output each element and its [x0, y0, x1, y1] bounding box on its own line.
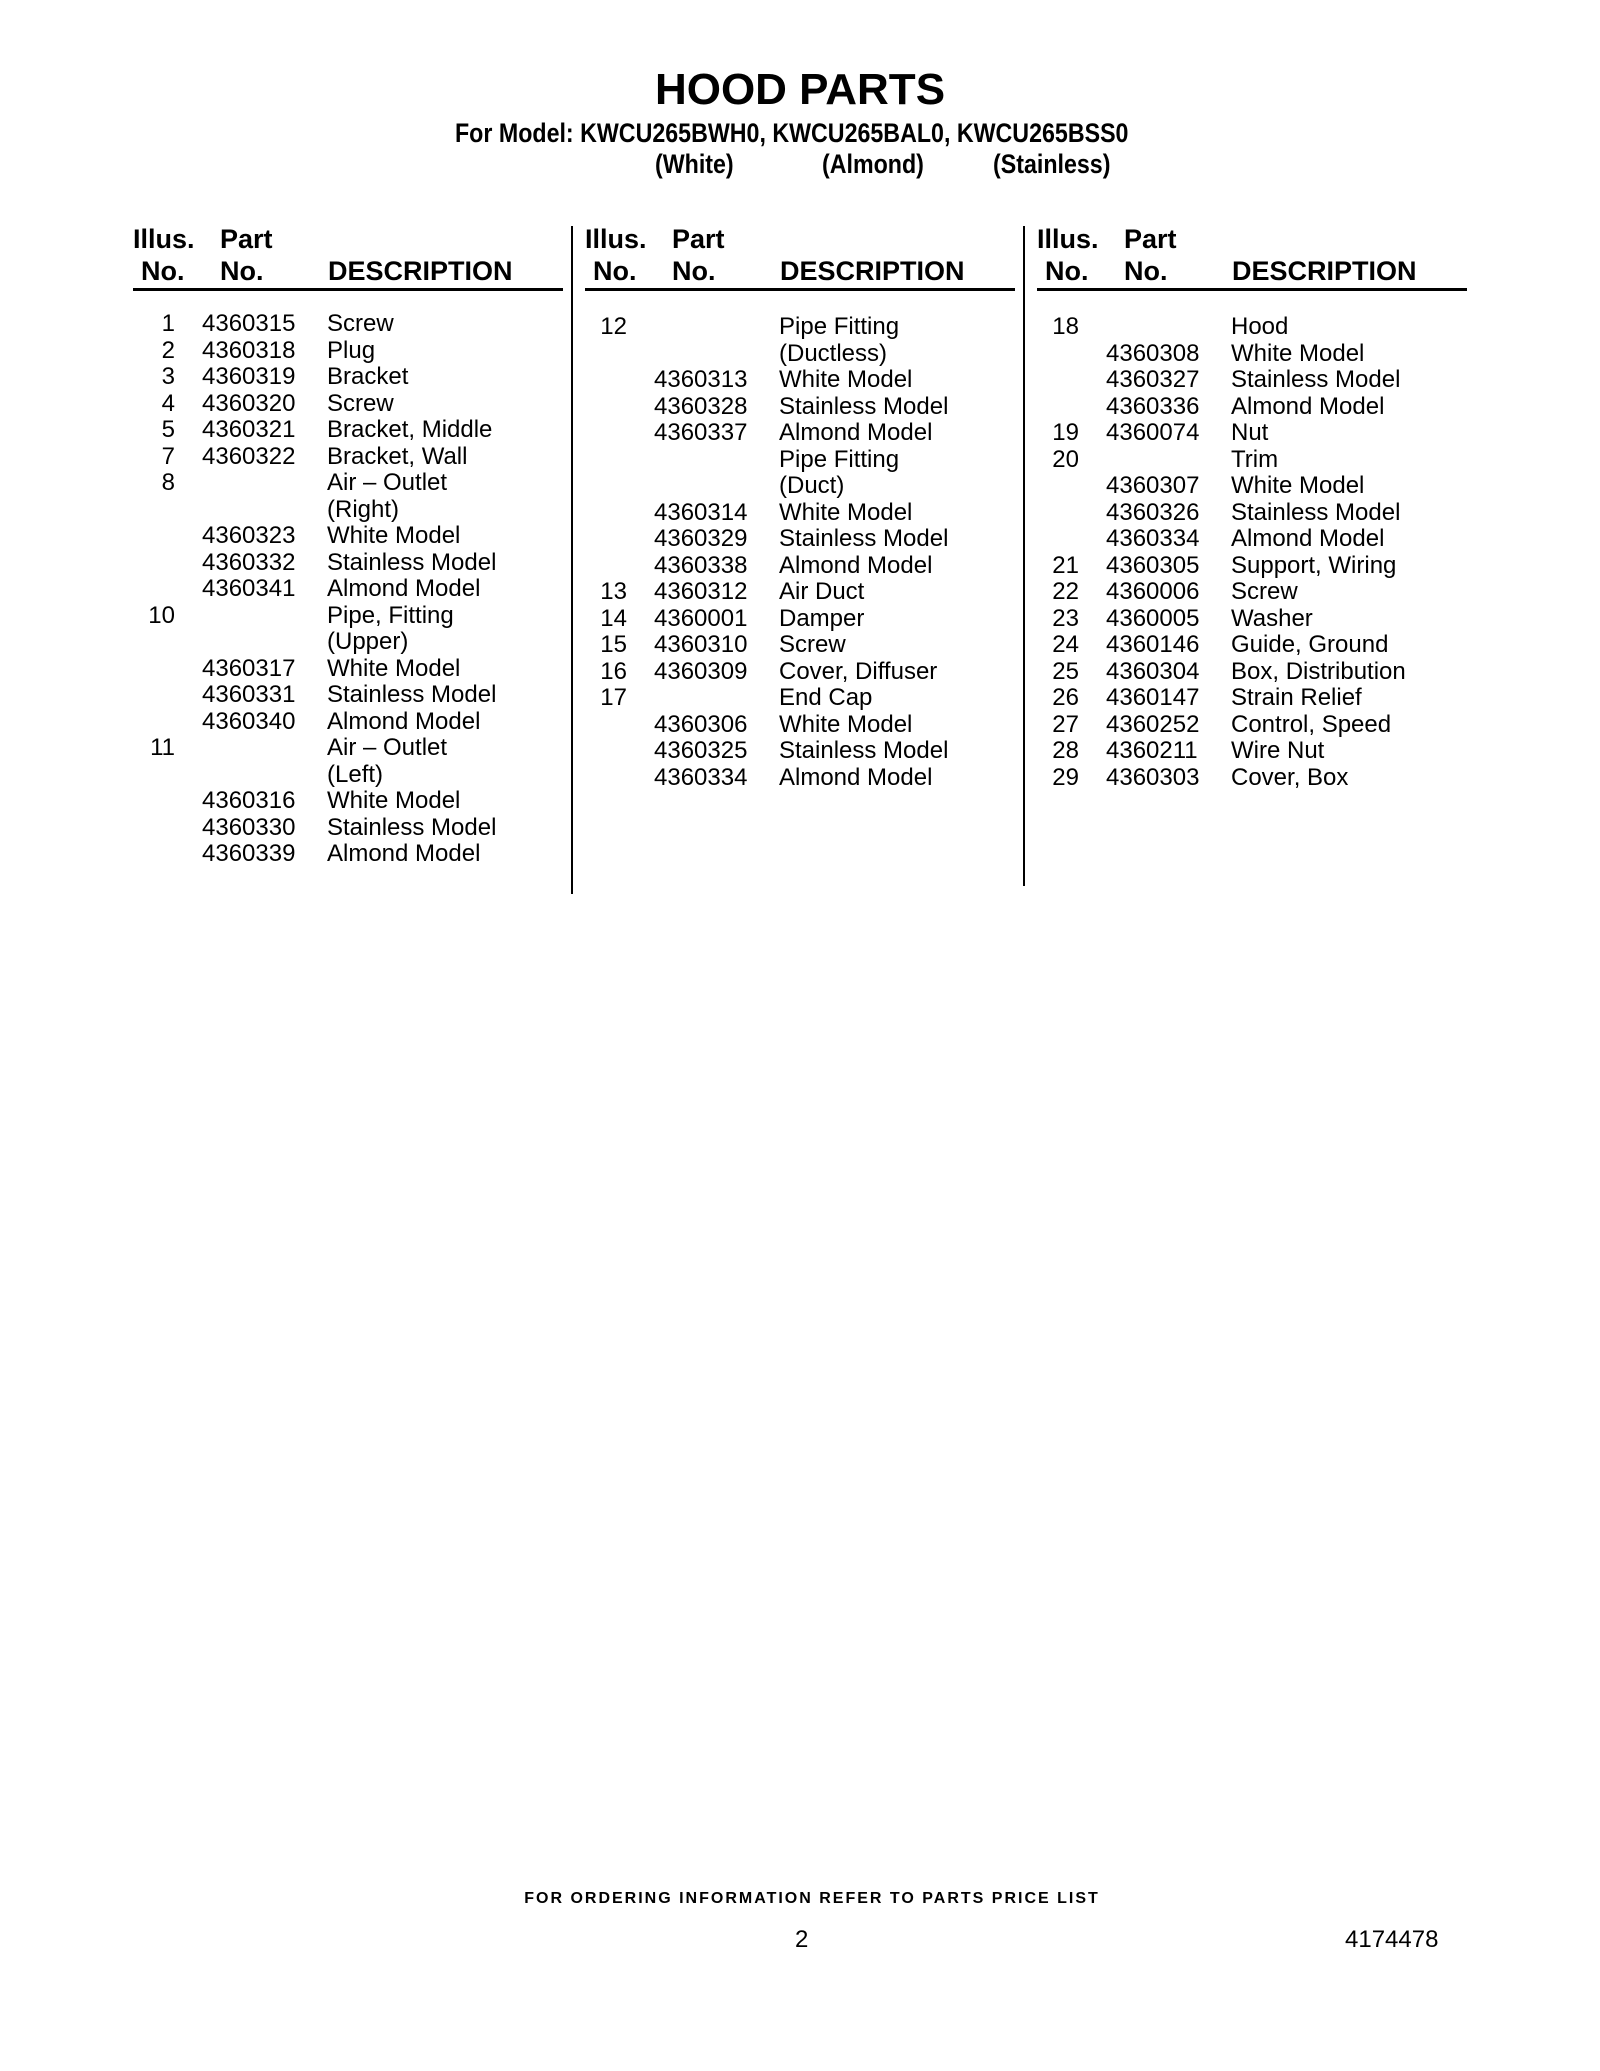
- part-number: 4360327: [1106, 366, 1200, 393]
- part-description: (Upper): [327, 628, 409, 655]
- description-header: DESCRIPTION: [780, 256, 965, 286]
- part-description: Plug: [327, 336, 376, 364]
- part-row: [585, 447, 1015, 474]
- part-row: [133, 444, 563, 471]
- illus-header: Illus.: [585, 224, 647, 254]
- part-number: 4360312: [654, 578, 748, 605]
- part-description: Almond Model: [1231, 392, 1385, 420]
- header-rule: [585, 288, 1015, 291]
- part-row: [585, 765, 1015, 792]
- column-header: [585, 224, 1015, 289]
- part-number: 4360306: [654, 710, 748, 738]
- part-description: Air – Outlet: [327, 469, 448, 496]
- part-header: Part: [672, 224, 725, 254]
- part-description: Pipe, Fitting: [327, 601, 454, 629]
- part-description: Hood: [1231, 313, 1289, 340]
- part-row: [1037, 500, 1467, 527]
- part-number: 4360146: [1106, 631, 1200, 658]
- part-description: Stainless Model: [779, 392, 949, 420]
- part-number: 4360320: [202, 389, 296, 417]
- part-number: 4360005: [1106, 604, 1200, 632]
- part-number: 4360340: [202, 707, 296, 735]
- illus-number: 29: [1052, 763, 1079, 791]
- part-description: Stainless Model: [1231, 366, 1401, 393]
- part-number: 4360316: [202, 787, 296, 814]
- illus-number: 17: [600, 684, 627, 711]
- part-number: 4360337: [654, 419, 748, 446]
- part-number: 4360147: [1106, 684, 1200, 711]
- part-row: [133, 629, 563, 656]
- part-row: [133, 338, 563, 365]
- part-description: (Right): [327, 495, 400, 523]
- part-number: 4360325: [654, 737, 748, 764]
- part-number: 4360332: [202, 548, 296, 576]
- part-description: Cover, Diffuser: [779, 657, 938, 685]
- illus-number: 19: [1052, 419, 1079, 446]
- part-description: Washer: [1231, 604, 1313, 632]
- part-row: [585, 553, 1015, 580]
- part-number: 4360211: [1106, 737, 1198, 764]
- part-description: Almond Model: [327, 707, 481, 735]
- part-number: 4360317: [202, 654, 296, 682]
- part-header: Part: [1124, 224, 1177, 254]
- illus-number: 13: [600, 578, 627, 605]
- part-description: Stainless Model: [327, 681, 497, 708]
- part-row: [1037, 712, 1467, 739]
- part-description: White Model: [779, 366, 913, 393]
- part-row: [1037, 447, 1467, 474]
- part-row: [1037, 553, 1467, 580]
- part-number: 4360310: [654, 631, 748, 658]
- part-row: [1037, 341, 1467, 368]
- part-row: [1037, 738, 1467, 765]
- illus-number: 23: [1052, 604, 1079, 632]
- part-description: Screw: [1231, 578, 1298, 605]
- part-description: Guide, Ground: [1231, 631, 1389, 658]
- part-description: Bracket, Wall: [327, 442, 468, 470]
- part-description: Air Duct: [779, 578, 865, 605]
- part-number: 4360318: [202, 336, 296, 364]
- part-row: [1037, 765, 1467, 792]
- part-row: [1037, 685, 1467, 712]
- part-row: [585, 606, 1015, 633]
- part-number: 4360305: [1106, 551, 1200, 579]
- part-row: [585, 659, 1015, 686]
- page-number: 2: [795, 1926, 809, 1953]
- illus-number: 20: [1052, 445, 1079, 473]
- header-rule: [133, 288, 563, 291]
- part-row: [1037, 606, 1467, 633]
- illus-no-header: No.: [593, 256, 637, 286]
- part-description: Wire Nut: [1231, 737, 1325, 764]
- part-row: [133, 523, 563, 550]
- part-row: [133, 709, 563, 736]
- part-number: 4360330: [202, 813, 296, 841]
- part-no-header: No.: [220, 256, 264, 286]
- parts-rows: [585, 314, 1015, 791]
- column-header: [1037, 224, 1467, 289]
- illus-number: 16: [600, 657, 627, 685]
- part-number: 4360308: [1106, 339, 1200, 367]
- color-stainless-label: (Stainless): [993, 149, 1111, 179]
- part-row: [585, 579, 1015, 606]
- part-description: White Model: [1231, 472, 1365, 499]
- description-header: DESCRIPTION: [1232, 256, 1417, 286]
- part-number: 4360334: [1106, 525, 1200, 552]
- part-description: (Duct): [779, 472, 845, 499]
- part-description: White Model: [779, 710, 913, 738]
- part-description: Screw: [327, 389, 394, 417]
- part-row: [133, 815, 563, 842]
- illus-header: Illus.: [1037, 224, 1099, 254]
- column-divider: [571, 226, 573, 894]
- part-description: (Left): [327, 760, 384, 788]
- model-numbers: For Model: KWCU265BWH0, KWCU265BAL0, KWCU265BSS0: [455, 118, 1129, 148]
- parts-column-3: [1037, 224, 1467, 894]
- part-row: [1037, 473, 1467, 500]
- illus-number: 4: [161, 389, 175, 417]
- description-header: DESCRIPTION: [328, 256, 513, 286]
- part-row: [133, 841, 563, 868]
- part-description: White Model: [327, 522, 461, 549]
- illus-number: 1: [161, 310, 175, 337]
- part-row: [133, 417, 563, 444]
- part-row: [1037, 367, 1467, 394]
- part-row: [1037, 579, 1467, 606]
- part-row: [133, 788, 563, 815]
- part-number: 4360338: [654, 551, 748, 579]
- color-white-label: (White): [655, 149, 734, 179]
- part-number: 4360341: [202, 575, 296, 602]
- part-number: 4360006: [1106, 578, 1200, 605]
- part-number: 4360304: [1106, 657, 1200, 685]
- part-description: Stainless Model: [327, 813, 497, 841]
- illus-number: 28: [1052, 737, 1079, 764]
- parts-column-1: [133, 224, 563, 894]
- illus-number: 15: [600, 631, 627, 658]
- part-row: [1037, 394, 1467, 421]
- part-number: 4360329: [654, 525, 748, 552]
- part-row: [585, 712, 1015, 739]
- part-row: [585, 526, 1015, 553]
- illus-header: Illus.: [133, 224, 195, 254]
- page-title: HOOD PARTS: [654, 65, 946, 114]
- part-description: Cover, Box: [1231, 763, 1349, 791]
- part-number: 4360328: [654, 392, 748, 420]
- part-description: Control, Speed: [1231, 710, 1392, 738]
- parts-rows: [1037, 314, 1467, 791]
- illus-number: 12: [600, 313, 627, 340]
- part-description: Pipe Fitting: [779, 445, 900, 473]
- part-description: Bracket: [327, 363, 409, 390]
- part-number: 4360314: [654, 498, 748, 526]
- part-description: Bracket, Middle: [327, 416, 493, 443]
- part-description: Pipe Fitting: [779, 313, 900, 340]
- part-row: [133, 603, 563, 630]
- part-description: White Model: [779, 498, 913, 526]
- part-description: Trim: [1231, 445, 1279, 473]
- part-description: Almond Model: [779, 551, 933, 579]
- parts-column-2: [585, 224, 1015, 894]
- part-row: [1037, 420, 1467, 447]
- part-number: 4360322: [202, 442, 296, 470]
- part-header: Part: [220, 224, 273, 254]
- illus-number: 22: [1052, 578, 1079, 605]
- illus-number: 18: [1052, 313, 1079, 340]
- part-description: White Model: [327, 787, 461, 814]
- part-row: [585, 473, 1015, 500]
- part-number: 4360323: [202, 522, 296, 549]
- part-description: Almond Model: [327, 840, 481, 867]
- part-row: [133, 470, 563, 497]
- part-number: 4360252: [1106, 710, 1200, 738]
- part-number: 4360336: [1106, 392, 1200, 420]
- part-number: 4360074: [1106, 419, 1200, 446]
- part-number: 4360321: [202, 416, 296, 443]
- part-description: Almond Model: [779, 763, 933, 791]
- part-description: Box, Distribution: [1231, 657, 1406, 685]
- part-description: End Cap: [779, 684, 873, 711]
- illus-number: 24: [1052, 631, 1079, 658]
- illus-number: 11: [150, 734, 175, 761]
- model-colors: [0, 148, 1600, 180]
- part-description: Support, Wiring: [1231, 551, 1397, 579]
- part-row: [585, 685, 1015, 712]
- part-description: Screw: [779, 631, 846, 658]
- part-number: 4360319: [202, 363, 296, 390]
- illus-number: 26: [1052, 684, 1079, 711]
- part-number: 4360309: [654, 657, 748, 685]
- part-row: [1037, 659, 1467, 686]
- part-row: [1037, 526, 1467, 553]
- part-description: Screw: [327, 310, 394, 337]
- part-no-header: No.: [672, 256, 716, 286]
- ordering-note: FOR ORDERING INFORMATION REFER TO PARTS PRICE LIST: [524, 1890, 1100, 1907]
- part-row: [133, 656, 563, 683]
- part-number: 4360313: [654, 366, 748, 393]
- illus-number: 10: [148, 601, 175, 629]
- part-row: [133, 497, 563, 524]
- illus-no-header: No.: [141, 256, 185, 286]
- part-number: 4360307: [1106, 472, 1200, 499]
- color-almond-label: (Almond): [822, 149, 924, 179]
- part-row: [585, 500, 1015, 527]
- part-number: 4360315: [202, 310, 296, 337]
- part-row: [585, 314, 1015, 341]
- illus-number: 8: [161, 469, 175, 496]
- part-number: 4360331: [202, 681, 296, 708]
- part-description: Stainless Model: [1231, 498, 1401, 526]
- illus-number: 25: [1052, 657, 1079, 685]
- illus-number: 7: [161, 442, 175, 470]
- illus-number: 21: [1052, 551, 1079, 579]
- illus-number: 27: [1052, 710, 1079, 738]
- part-row: [133, 762, 563, 789]
- illus-number: 5: [161, 416, 175, 443]
- part-row: [133, 682, 563, 709]
- part-description: Damper: [779, 604, 865, 632]
- part-description: Stainless Model: [779, 737, 949, 764]
- part-number: 4360303: [1106, 763, 1200, 791]
- part-description: Almond Model: [327, 575, 481, 602]
- part-description: Nut: [1231, 419, 1269, 446]
- part-number: 4360334: [654, 763, 748, 791]
- part-description: White Model: [327, 654, 461, 682]
- part-row: [133, 391, 563, 418]
- column-header: [133, 224, 563, 289]
- part-description: Strain Relief: [1231, 684, 1362, 711]
- part-row: [133, 311, 563, 338]
- part-row: [585, 394, 1015, 421]
- part-row: [1037, 632, 1467, 659]
- part-number: 4360326: [1106, 498, 1200, 526]
- part-description: White Model: [1231, 339, 1365, 367]
- part-row: [133, 576, 563, 603]
- illus-no-header: No.: [1045, 256, 1089, 286]
- part-description: Air – Outlet: [327, 734, 448, 761]
- part-no-header: No.: [1124, 256, 1168, 286]
- part-row: [585, 632, 1015, 659]
- document-number: 4174478: [1345, 1926, 1439, 1953]
- parts-rows: [133, 311, 563, 868]
- part-row: [133, 364, 563, 391]
- part-description: Almond Model: [1231, 525, 1385, 552]
- part-row: [585, 420, 1015, 447]
- part-number: 4360001: [654, 604, 748, 632]
- illus-number: 2: [161, 336, 175, 364]
- part-description: (Ductless): [779, 339, 888, 367]
- part-number: 4360339: [202, 840, 296, 867]
- part-row: [1037, 314, 1467, 341]
- illus-number: 14: [600, 604, 627, 632]
- part-row: [585, 367, 1015, 394]
- header-rule: [1037, 288, 1467, 291]
- part-row: [585, 341, 1015, 368]
- column-divider: [1023, 226, 1025, 886]
- illus-number: 3: [161, 363, 175, 390]
- part-description: Stainless Model: [779, 525, 949, 552]
- part-description: Almond Model: [779, 419, 933, 446]
- part-description: Stainless Model: [327, 548, 497, 576]
- part-row: [133, 550, 563, 577]
- part-row: [585, 738, 1015, 765]
- part-row: [133, 735, 563, 762]
